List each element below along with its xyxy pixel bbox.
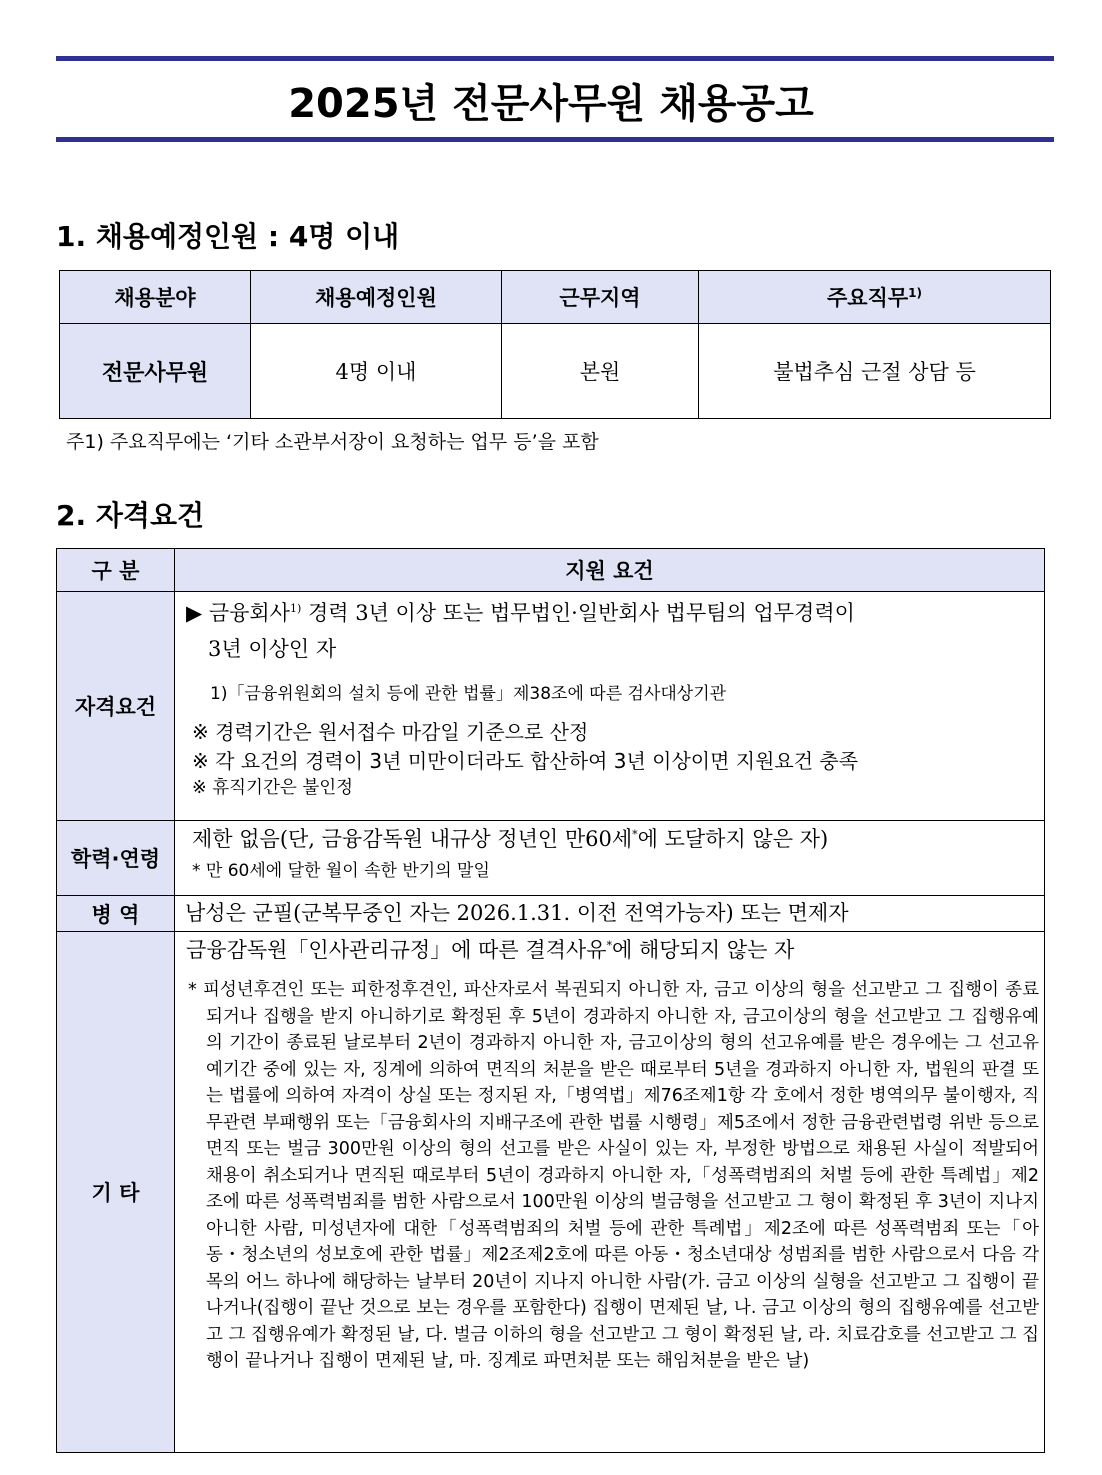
row-military: [57, 896, 1045, 932]
other-content: [175, 932, 1045, 1453]
row-other: [57, 932, 1045, 1453]
qualification-label: 자격요건: [57, 592, 175, 821]
hiring-table-row: [60, 324, 1051, 419]
header-category: 구 분: [57, 549, 175, 592]
cell-duties: 불법추심 근절 상담 등: [699, 324, 1051, 419]
qualification-table: [56, 548, 1045, 1453]
military-content: 남성은 군필(군복무중인 자는 2026.1.31. 이전 전역가능자) 또는 면제자: [175, 896, 1045, 932]
qualification-bullet-cont: 3년 이상인 자: [208, 637, 337, 661]
header-headcount: 채용예정인원: [251, 271, 502, 324]
page-title: 2025년 전문사무원 채용공고: [288, 81, 814, 127]
title-underline: [56, 137, 1054, 142]
qualification-note: ※ 경력기간은 원서접수 마감일 기준으로 산정: [192, 720, 589, 744]
section2-heading: 2. 자격요건: [56, 499, 205, 532]
qualification-note: ※ 휴직기간은 불인정: [192, 778, 354, 798]
cell-location: 본원: [502, 324, 699, 419]
row-qualification: [57, 592, 1045, 821]
qualification-bullet: ▶ 금융회사$^{1)}$ 경력 3년 이상 또는 법무법인·일반회사 법무팀의 업무경력이: [186, 601, 855, 625]
header-requirements: 지원 요건: [175, 549, 1045, 592]
military-label: 병 역: [57, 896, 175, 932]
other-main: 금융감독원「인사관리규정」에 따른 결격사유*에 해당되지 않는 자: [186, 938, 795, 962]
duties-footnote: 주1) 주요직무에는 ‘기타 소관부서장이 요청하는 업무 등’을 포함: [66, 431, 599, 453]
education-content: [175, 821, 1045, 896]
top-rule: [56, 56, 1054, 61]
section1-heading: 1. 채용예정인원 : 4명 이내: [56, 220, 400, 253]
education-note: * 만 60세에 달한 월이 속한 반기의 말일: [192, 861, 490, 881]
qualification-notes: [176, 718, 1043, 800]
disqualification-detail: * 피성년후견인 또는 피한정후견인, 파산자로서 복권되지 아니한 자, 금고 이상의 형을 선고받고 그 집행이 종료되거나 집행을 받지 아니하기로 확정된 후 5년이 경과하지 아니한 자, 금고이상의 형을 선고받고 그 집행유예의 기간이 종료된 날로부터 2년이 경과하지 아니한 자, 금고이상의 형의 선고유예를 받은 경우에는 그 선고유예기간 중에 있는 자, 징계에 의하여 면직의 처분을 받은 때로부터 5년을 경과하지 아니한 자, 법원의 판결 또는 법률에 의하여 자격이 상실 또는 정지된 자,「병역법」제76조제1항 각 호에서 정한 병역의무 불이행자, 직무관련 부패행위 또는「금융회사의 지배구조에 관한 법률 시행령」제5조에서 정한 금융관련법령 위반 등으로 면직 또는 벌금 300만원 이상의 형의 선고를 받은 사실이 있는 자, 부정한 방법으로 채용된 사실이 적발되어 채용이 취소되거나 면직된 때로부터 5년이 경과하지 아니한 자,「성폭력범죄의 처벌 등에 관한 특례법」제2조에 따른 성폭력범죄를 범한 사람으로서 100만원 이상의 벌금형을 선고받고 그 형이 확정된 후 3년이 지나지 아니한 사람, 미성년자에 대한「성폭력범죄의 처벌 등에 관한 특례법」제2조에 따른 성폭력범죄 또는「아동・청소년의 성보호에 관한 법률」제2조제2호에 따른 아동・청소년대상 성범죄를 범한 사람으로서 다음 각 목의 어느 하나에 해당하는 날부터 20년이 지나지 아니한 사람(가. 금고 이상의 실형을 선고받고 그 집행이 끝나거나(집행이 끝난 것으로 보는 경우를 포함한다) 집행이 면제된 날, 나. 금고 이상의 형의 집행유예를 선고받고 그 집행유예가 확정된 날, 다. 벌금 이하의 형을 선고받고 그 형이 확정된 날, 라. 치료감호를 선고받고 그 집행이 끝나거나 집행이 면제된 날, 마. 징계로 파면처분 또는 해임처분을 받은 날): [188, 980, 1039, 1371]
header-duties: 주요직무$^{1)}$: [699, 271, 1051, 324]
other-label: 기 타: [57, 932, 175, 1453]
qualification-content: [175, 592, 1045, 821]
education-main: 제한 없음(단, 금융감독원 내규상 정년인 만60세*에 도달하지 않은 자): [192, 827, 829, 851]
qualification-table-header: [57, 549, 1045, 592]
cell-field: 전문사무원: [60, 324, 251, 419]
hiring-table-header: [60, 271, 1051, 324]
education-label: 학력·연령: [57, 821, 175, 896]
header-location: 근무지역: [502, 271, 699, 324]
header-field: 채용분야: [60, 271, 251, 324]
cell-headcount: 4명 이내: [251, 324, 502, 419]
row-education-age: [57, 821, 1045, 896]
qualification-footnote: 1)「금융위원회의 설치 등에 관한 법률」제38조에 따른 검사대상기관: [210, 684, 727, 704]
hiring-table: [59, 270, 1051, 419]
qualification-note: ※ 각 요건의 경력이 3년 미만이더라도 합산하여 3년 이상이면 지원요건 충족: [192, 749, 859, 773]
